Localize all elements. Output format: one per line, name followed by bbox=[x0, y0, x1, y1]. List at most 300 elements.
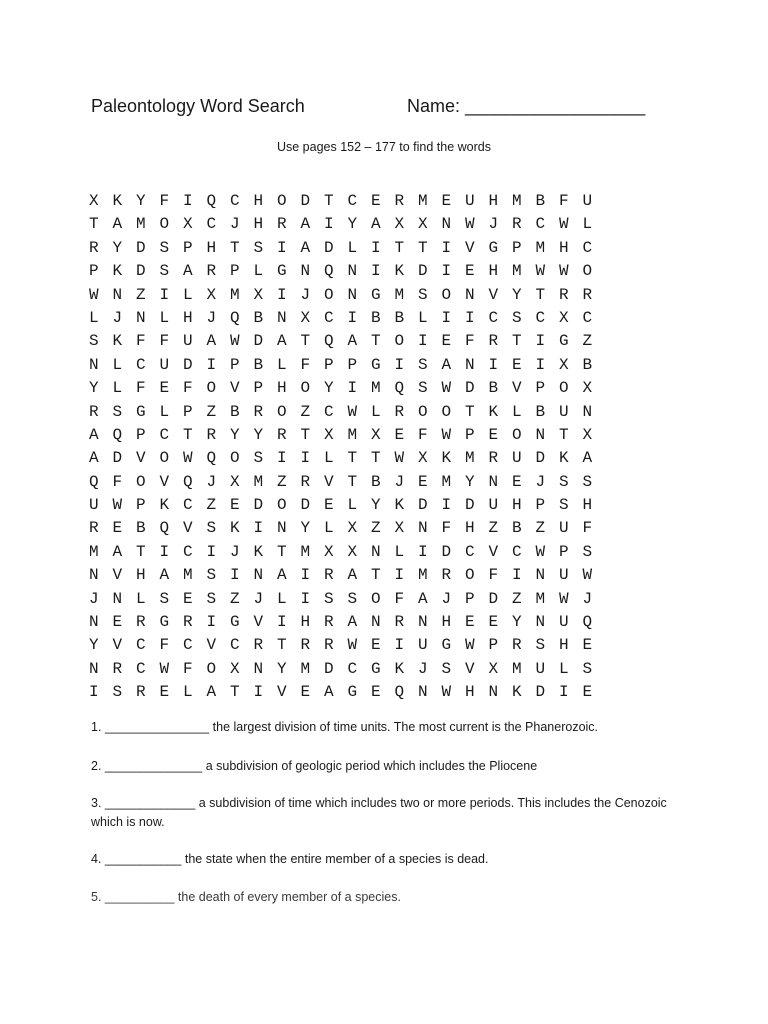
grid-letter: T bbox=[324, 192, 334, 210]
grid-letter: B bbox=[535, 192, 546, 210]
grid-letter: R bbox=[324, 566, 334, 585]
grid-letter: Y bbox=[347, 215, 358, 234]
grid-letter: Z bbox=[582, 332, 593, 351]
grid-letter: D bbox=[183, 355, 193, 374]
grid-letter: V bbox=[159, 472, 170, 491]
grid-letter: U bbox=[535, 659, 546, 678]
grid-letter: L bbox=[324, 449, 334, 468]
grid-letter: N bbox=[371, 542, 381, 561]
grid-letter: F bbox=[112, 472, 123, 491]
grid-letter: F bbox=[394, 589, 405, 608]
grid-letter: T bbox=[371, 332, 381, 351]
grid-letter: K bbox=[112, 332, 123, 351]
grid-letter: V bbox=[488, 542, 499, 561]
grid-letter: C bbox=[230, 636, 240, 655]
grid-row bbox=[89, 377, 606, 400]
grid-letter: W bbox=[465, 215, 475, 234]
grid-letter: C bbox=[183, 542, 193, 561]
grid-letter: U bbox=[183, 332, 193, 351]
grid-letter: H bbox=[253, 192, 264, 210]
grid-letter: M bbox=[394, 285, 405, 304]
grid-letter: V bbox=[253, 613, 264, 632]
grid-letter: M bbox=[512, 262, 522, 281]
grid-letter: J bbox=[206, 308, 217, 327]
grid-letter: O bbox=[230, 449, 240, 468]
grid-letter: C bbox=[582, 308, 593, 327]
worksheet-title: Paleontology Word Search bbox=[91, 96, 305, 116]
grid-letter: M bbox=[300, 659, 311, 678]
grid-letter: X bbox=[418, 215, 428, 234]
grid-letter: I bbox=[394, 636, 405, 655]
grid-letter: E bbox=[324, 496, 334, 515]
grid-letter: D bbox=[136, 238, 146, 257]
grid-letter: L bbox=[277, 355, 287, 374]
grid-letter: S bbox=[112, 402, 123, 421]
grid-letter: O bbox=[559, 379, 569, 398]
grid-letter: T bbox=[559, 425, 569, 444]
grid-letter: Y bbox=[89, 636, 99, 655]
grid-letter: F bbox=[418, 425, 428, 444]
grid-letter: N bbox=[418, 683, 428, 702]
grid-row bbox=[89, 471, 606, 494]
grid-letter: K bbox=[230, 519, 240, 538]
grid-letter: W bbox=[394, 449, 405, 468]
grid-letter: S bbox=[253, 449, 264, 468]
grid-letter: L bbox=[418, 308, 428, 327]
grid-letter: D bbox=[441, 542, 452, 561]
grid-letter: E bbox=[371, 636, 381, 655]
grid-letter: R bbox=[512, 215, 522, 234]
grid-letter: A bbox=[89, 449, 99, 468]
grid-letter: N bbox=[89, 566, 99, 585]
grid-letter: W bbox=[441, 379, 452, 398]
grid-letter: K bbox=[394, 496, 405, 515]
grid-letter: L bbox=[277, 589, 287, 608]
grid-letter: S bbox=[324, 589, 334, 608]
grid-letter: N bbox=[253, 659, 264, 678]
grid-letter: O bbox=[206, 659, 217, 678]
grid-letter: Y bbox=[371, 496, 381, 515]
grid-letter: M bbox=[418, 192, 428, 210]
grid-letter: H bbox=[512, 496, 522, 515]
grid-letter: C bbox=[136, 659, 146, 678]
grid-letter: I bbox=[371, 238, 381, 257]
grid-letter: V bbox=[136, 449, 146, 468]
grid-letter: F bbox=[488, 566, 499, 585]
grid-letter: P bbox=[136, 425, 146, 444]
grid-letter: R bbox=[89, 519, 99, 538]
grid-letter: Y bbox=[89, 379, 99, 398]
grid-letter: C bbox=[465, 542, 475, 561]
grid-letter: U bbox=[159, 355, 170, 374]
grid-letter: V bbox=[512, 379, 522, 398]
grid-letter: S bbox=[206, 519, 217, 538]
grid-letter: R bbox=[206, 425, 217, 444]
grid-letter: I bbox=[488, 355, 499, 374]
question-5: 5. __________ the death of every member of a species. bbox=[91, 890, 401, 904]
grid-row bbox=[89, 237, 606, 260]
grid-letter: Q bbox=[206, 449, 217, 468]
grid-letter: J bbox=[112, 308, 123, 327]
grid-letter: S bbox=[535, 636, 546, 655]
grid-letter: N bbox=[253, 566, 264, 585]
grid-letter: L bbox=[582, 215, 593, 234]
grid-letter: I bbox=[441, 308, 452, 327]
grid-letter: W bbox=[559, 262, 569, 281]
grid-letter: G bbox=[277, 262, 287, 281]
grid-letter: Y bbox=[112, 238, 123, 257]
grid-letter: Y bbox=[300, 519, 311, 538]
grid-letter: E bbox=[159, 379, 170, 398]
grid-letter: G bbox=[347, 683, 358, 702]
grid-letter: Q bbox=[89, 472, 99, 491]
grid-letter: N bbox=[347, 262, 358, 281]
grid-letter: U bbox=[559, 613, 569, 632]
grid-letter: F bbox=[183, 659, 193, 678]
grid-letter: B bbox=[230, 402, 240, 421]
grid-letter: G bbox=[159, 613, 170, 632]
grid-letter: X bbox=[559, 308, 569, 327]
grid-letter: A bbox=[159, 566, 170, 585]
grid-letter: X bbox=[347, 542, 358, 561]
grid-letter: F bbox=[300, 355, 311, 374]
grid-letter: K bbox=[253, 542, 264, 561]
grid-letter: K bbox=[159, 496, 170, 515]
grid-letter: O bbox=[465, 566, 475, 585]
grid-letter: Z bbox=[371, 519, 381, 538]
grid-letter: W bbox=[159, 659, 170, 678]
grid-letter: H bbox=[136, 566, 146, 585]
grid-letter: M bbox=[465, 449, 475, 468]
grid-letter: N bbox=[465, 355, 475, 374]
grid-row bbox=[89, 588, 606, 611]
grid-letter: C bbox=[488, 308, 499, 327]
grid-letter: Z bbox=[230, 589, 240, 608]
grid-letter: N bbox=[112, 589, 123, 608]
grid-letter: P bbox=[324, 355, 334, 374]
grid-letter: K bbox=[112, 262, 123, 281]
grid-letter: D bbox=[324, 238, 334, 257]
grid-letter: V bbox=[465, 238, 475, 257]
grid-letter: W bbox=[183, 449, 193, 468]
grid-letter: Q bbox=[183, 472, 193, 491]
grid-letter: Y bbox=[512, 285, 522, 304]
name-field-label: Name: __________________ bbox=[407, 96, 646, 116]
grid-letter: W bbox=[441, 425, 452, 444]
grid-letter: D bbox=[253, 496, 264, 515]
grid-letter: X bbox=[394, 519, 405, 538]
grid-letter: B bbox=[582, 355, 593, 374]
grid-letter: T bbox=[394, 238, 405, 257]
grid-letter: R bbox=[394, 402, 405, 421]
grid-letter: N bbox=[371, 613, 381, 632]
grid-letter: X bbox=[300, 308, 311, 327]
grid-letter: J bbox=[230, 215, 240, 234]
grid-letter: X bbox=[324, 542, 334, 561]
grid-letter: R bbox=[183, 613, 193, 632]
grid-letter: Q bbox=[394, 379, 405, 398]
grid-letter: S bbox=[441, 659, 452, 678]
grid-letter: Y bbox=[136, 192, 146, 210]
grid-letter: N bbox=[535, 613, 546, 632]
grid-letter: W bbox=[441, 683, 452, 702]
grid-letter: O bbox=[441, 285, 452, 304]
grid-letter: N bbox=[488, 683, 499, 702]
grid-letter: Z bbox=[277, 472, 287, 491]
grid-letter: P bbox=[183, 238, 193, 257]
grid-letter: R bbox=[253, 402, 264, 421]
grid-letter: A bbox=[347, 332, 358, 351]
grid-letter: F bbox=[136, 379, 146, 398]
grid-letter: F bbox=[159, 332, 170, 351]
grid-letter: V bbox=[277, 683, 287, 702]
grid-letter: R bbox=[324, 613, 334, 632]
grid-letter: B bbox=[253, 308, 264, 327]
grid-letter: E bbox=[112, 613, 123, 632]
grid-letter: S bbox=[89, 332, 99, 351]
question-2: 2. ______________ a subdivision of geologic period which includes the Pliocene bbox=[91, 759, 538, 773]
grid-letter: I bbox=[347, 308, 358, 327]
grid-letter: J bbox=[394, 472, 405, 491]
question-3: 3. _____________ a subdivision of time which includes two or more periods. This includes the Cenozoic which is now. bbox=[91, 796, 667, 829]
grid-letter: K bbox=[559, 449, 569, 468]
grid-letter: O bbox=[277, 192, 287, 210]
grid-letter: Y bbox=[512, 613, 522, 632]
grid-letter: X bbox=[488, 659, 499, 678]
grid-letter: J bbox=[488, 215, 499, 234]
grid-letter: W bbox=[559, 589, 569, 608]
grid-letter: J bbox=[89, 589, 99, 608]
grid-letter: T bbox=[512, 332, 522, 351]
grid-letter: M bbox=[183, 566, 193, 585]
grid-letter: C bbox=[582, 238, 593, 257]
grid-letter: Q bbox=[324, 262, 334, 281]
grid-letter: U bbox=[559, 566, 569, 585]
grid-letter: E bbox=[112, 519, 123, 538]
grid-row bbox=[89, 260, 606, 283]
grid-letter: I bbox=[206, 355, 217, 374]
grid-letter: E bbox=[465, 262, 475, 281]
grid-letter: B bbox=[253, 355, 264, 374]
grid-letter: K bbox=[394, 659, 405, 678]
grid-letter: R bbox=[136, 683, 146, 702]
grid-letter: I bbox=[394, 566, 405, 585]
grid-letter: S bbox=[512, 308, 522, 327]
grid-letter: I bbox=[277, 449, 287, 468]
grid-letter: H bbox=[300, 613, 311, 632]
grid-letter: O bbox=[300, 379, 311, 398]
grid-letter: C bbox=[324, 308, 334, 327]
grid-letter: D bbox=[253, 332, 264, 351]
grid-letter: X bbox=[418, 449, 428, 468]
grid-letter: L bbox=[89, 308, 99, 327]
grid-letter: K bbox=[394, 262, 405, 281]
grid-letter: A bbox=[112, 542, 123, 561]
grid-letter: H bbox=[465, 683, 475, 702]
grid-letter: I bbox=[206, 542, 217, 561]
grid-letter: X bbox=[89, 192, 99, 210]
grid-letter: T bbox=[347, 449, 358, 468]
grid-letter: T bbox=[136, 542, 146, 561]
grid-row bbox=[89, 634, 606, 657]
grid-letter: C bbox=[206, 215, 217, 234]
grid-letter: M bbox=[300, 542, 311, 561]
grid-letter: K bbox=[488, 402, 499, 421]
grid-letter: O bbox=[277, 496, 287, 515]
grid-letter: Z bbox=[512, 589, 522, 608]
grid-letter: R bbox=[394, 613, 405, 632]
grid-letter: W bbox=[112, 496, 123, 515]
grid-letter: F bbox=[441, 519, 452, 538]
grid-letter: P bbox=[89, 262, 99, 281]
grid-letter: S bbox=[206, 589, 217, 608]
grid-letter: H bbox=[206, 238, 217, 257]
grid-letter: A bbox=[347, 566, 358, 585]
grid-row bbox=[89, 517, 606, 540]
grid-row bbox=[89, 447, 606, 470]
grid-letter: P bbox=[465, 425, 475, 444]
grid-letter: I bbox=[418, 542, 428, 561]
grid-letter: A bbox=[582, 449, 593, 468]
grid-letter: I bbox=[159, 542, 170, 561]
grid-letter: S bbox=[582, 472, 593, 491]
grid-letter: J bbox=[253, 589, 264, 608]
grid-letter: A bbox=[206, 683, 217, 702]
grid-letter: I bbox=[206, 613, 217, 632]
grid-letter: Y bbox=[253, 425, 264, 444]
grid-letter: N bbox=[347, 285, 358, 304]
grid-letter: C bbox=[347, 192, 358, 210]
grid-letter: P bbox=[559, 542, 569, 561]
grid-letter: X bbox=[582, 379, 593, 398]
grid-letter: S bbox=[418, 285, 428, 304]
grid-letter: R bbox=[112, 659, 123, 678]
grid-letter: A bbox=[324, 683, 334, 702]
grid-row bbox=[89, 213, 606, 236]
grid-letter: I bbox=[300, 449, 311, 468]
grid-letter: X bbox=[230, 472, 240, 491]
grid-letter: R bbox=[488, 449, 499, 468]
grid-letter: N bbox=[582, 402, 593, 421]
grid-letter: A bbox=[277, 332, 287, 351]
grid-letter: O bbox=[324, 285, 334, 304]
grid-letter: T bbox=[230, 683, 240, 702]
grid-letter: R bbox=[136, 613, 146, 632]
grid-letter: H bbox=[277, 379, 287, 398]
grid-letter: Z bbox=[206, 402, 217, 421]
grid-letter: K bbox=[112, 192, 123, 210]
grid-letter: J bbox=[582, 589, 593, 608]
grid-letter: S bbox=[418, 355, 428, 374]
grid-letter: U bbox=[512, 449, 522, 468]
grid-letter: F bbox=[465, 332, 475, 351]
grid-letter: E bbox=[441, 192, 452, 210]
grid-letter: B bbox=[512, 519, 522, 538]
grid-letter: R bbox=[206, 262, 217, 281]
grid-letter: I bbox=[441, 262, 452, 281]
grid-letter: F bbox=[183, 379, 193, 398]
grid-letter: P bbox=[535, 496, 546, 515]
grid-letter: A bbox=[183, 262, 193, 281]
grid-letter: J bbox=[441, 589, 452, 608]
grid-letter: M bbox=[371, 379, 381, 398]
grid-letter: D bbox=[535, 449, 546, 468]
grid-row bbox=[89, 401, 606, 424]
grid-letter: G bbox=[230, 613, 240, 632]
grid-letter: P bbox=[535, 379, 546, 398]
grid-letter: J bbox=[535, 472, 546, 491]
grid-letter: G bbox=[441, 636, 452, 655]
grid-letter: N bbox=[277, 308, 287, 327]
grid-letter: X bbox=[371, 425, 381, 444]
grid-letter: D bbox=[300, 192, 311, 210]
grid-letter: O bbox=[418, 402, 428, 421]
grid-letter: L bbox=[347, 496, 358, 515]
grid-letter: D bbox=[136, 262, 146, 281]
grid-letter: U bbox=[559, 402, 569, 421]
grid-letter: I bbox=[324, 215, 334, 234]
grid-letter: M bbox=[347, 425, 358, 444]
grid-row bbox=[89, 658, 606, 681]
grid-letter: E bbox=[582, 683, 593, 702]
grid-letter: Q bbox=[159, 519, 170, 538]
grid-letter: L bbox=[253, 262, 264, 281]
grid-letter: L bbox=[371, 402, 381, 421]
grid-letter: K bbox=[441, 449, 452, 468]
grid-letter: I bbox=[277, 285, 287, 304]
grid-row bbox=[89, 611, 606, 634]
grid-letter: R bbox=[300, 472, 311, 491]
grid-letter: X bbox=[394, 215, 405, 234]
grid-letter: P bbox=[230, 262, 240, 281]
grid-letter: A bbox=[277, 566, 287, 585]
grid-letter: S bbox=[582, 542, 593, 561]
grid-letter: A bbox=[371, 215, 381, 234]
grid-letter: X bbox=[324, 425, 334, 444]
grid-letter: N bbox=[136, 308, 146, 327]
grid-letter: C bbox=[136, 636, 146, 655]
grid-letter: W bbox=[559, 215, 569, 234]
grid-letter: S bbox=[112, 683, 123, 702]
grid-letter: Q bbox=[582, 613, 593, 632]
grid-letter: L bbox=[512, 402, 522, 421]
grid-letter: J bbox=[300, 285, 311, 304]
grid-letter: D bbox=[112, 449, 123, 468]
grid-letter: L bbox=[559, 659, 569, 678]
grid-letter: X bbox=[230, 659, 240, 678]
grid-letter: X bbox=[582, 425, 593, 444]
grid-letter: H bbox=[441, 613, 452, 632]
grid-letter: W bbox=[465, 636, 475, 655]
grid-letter: W bbox=[535, 542, 546, 561]
grid-letter: J bbox=[418, 659, 428, 678]
grid-letter: G bbox=[488, 238, 499, 257]
grid-letter: U bbox=[418, 636, 428, 655]
grid-letter: S bbox=[559, 496, 569, 515]
grid-letter: O bbox=[206, 379, 217, 398]
grid-letter: S bbox=[253, 238, 264, 257]
grid-letter: R bbox=[394, 192, 405, 210]
grid-row bbox=[89, 494, 606, 517]
grid-letter: O bbox=[371, 589, 381, 608]
question-1: 1. _______________ the largest division of time units. The most current is the Phanerozoic. bbox=[91, 720, 599, 734]
grid-letter: L bbox=[112, 379, 123, 398]
grid-letter: I bbox=[465, 308, 475, 327]
grid-letter: R bbox=[277, 215, 287, 234]
grid-letter: P bbox=[136, 496, 146, 515]
grid-letter: H bbox=[465, 519, 475, 538]
grid-letter: M bbox=[418, 566, 428, 585]
